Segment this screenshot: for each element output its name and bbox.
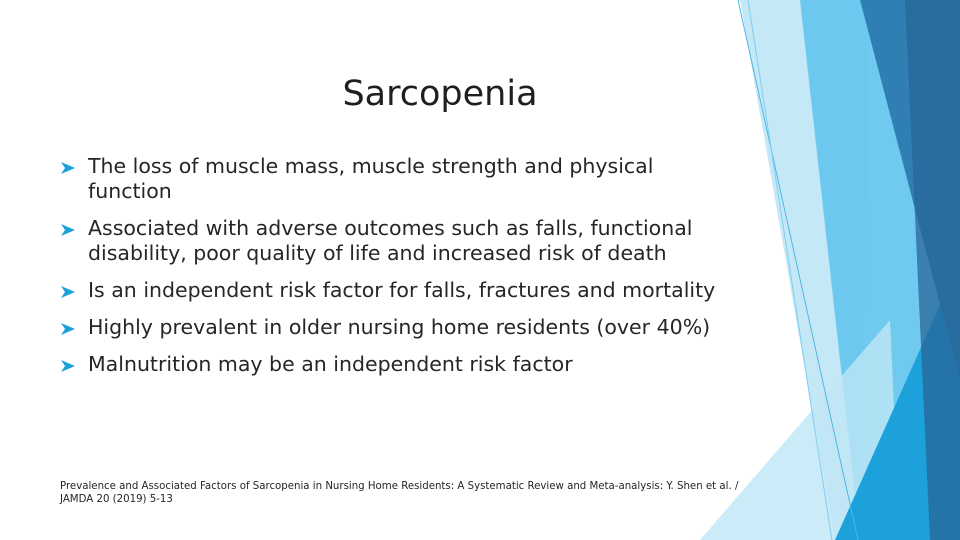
bullet-item bbox=[60, 154, 740, 204]
bullet-text: Associated with adverse outcomes such as falls, functional disability, poor quality of life and increased risk of death bbox=[88, 216, 693, 265]
arrow-bullet-icon bbox=[60, 285, 76, 299]
bullet-item bbox=[60, 216, 740, 266]
bullet-text: The loss of muscle mass, muscle strength and physical function bbox=[88, 154, 654, 203]
arrow-bullet-icon bbox=[60, 223, 76, 237]
arrow-bullet-icon bbox=[60, 161, 76, 175]
bullet-item bbox=[60, 352, 740, 377]
bullet-list bbox=[60, 154, 740, 389]
arrow-bullet-icon bbox=[60, 359, 76, 373]
slide-title: Sarcopenia bbox=[342, 74, 538, 114]
bullet-item bbox=[60, 278, 740, 303]
citation-text: Prevalence and Associated Factors of Sarcopenia in Nursing Home Residents: A Systematic Review and Meta-analysis: Y. Shen et al. / JAMDA 20 (2019) 5-13 bbox=[60, 481, 739, 505]
bullet-text: Is an independent risk factor for falls, fractures and mortality bbox=[88, 278, 716, 302]
bullet-item bbox=[60, 315, 740, 340]
arrow-bullet-icon bbox=[60, 322, 76, 336]
bullet-text: Malnutrition may be an independent risk factor bbox=[88, 352, 573, 376]
bullet-text: Highly prevalent in older nursing home residents (over 40%) bbox=[88, 315, 711, 339]
